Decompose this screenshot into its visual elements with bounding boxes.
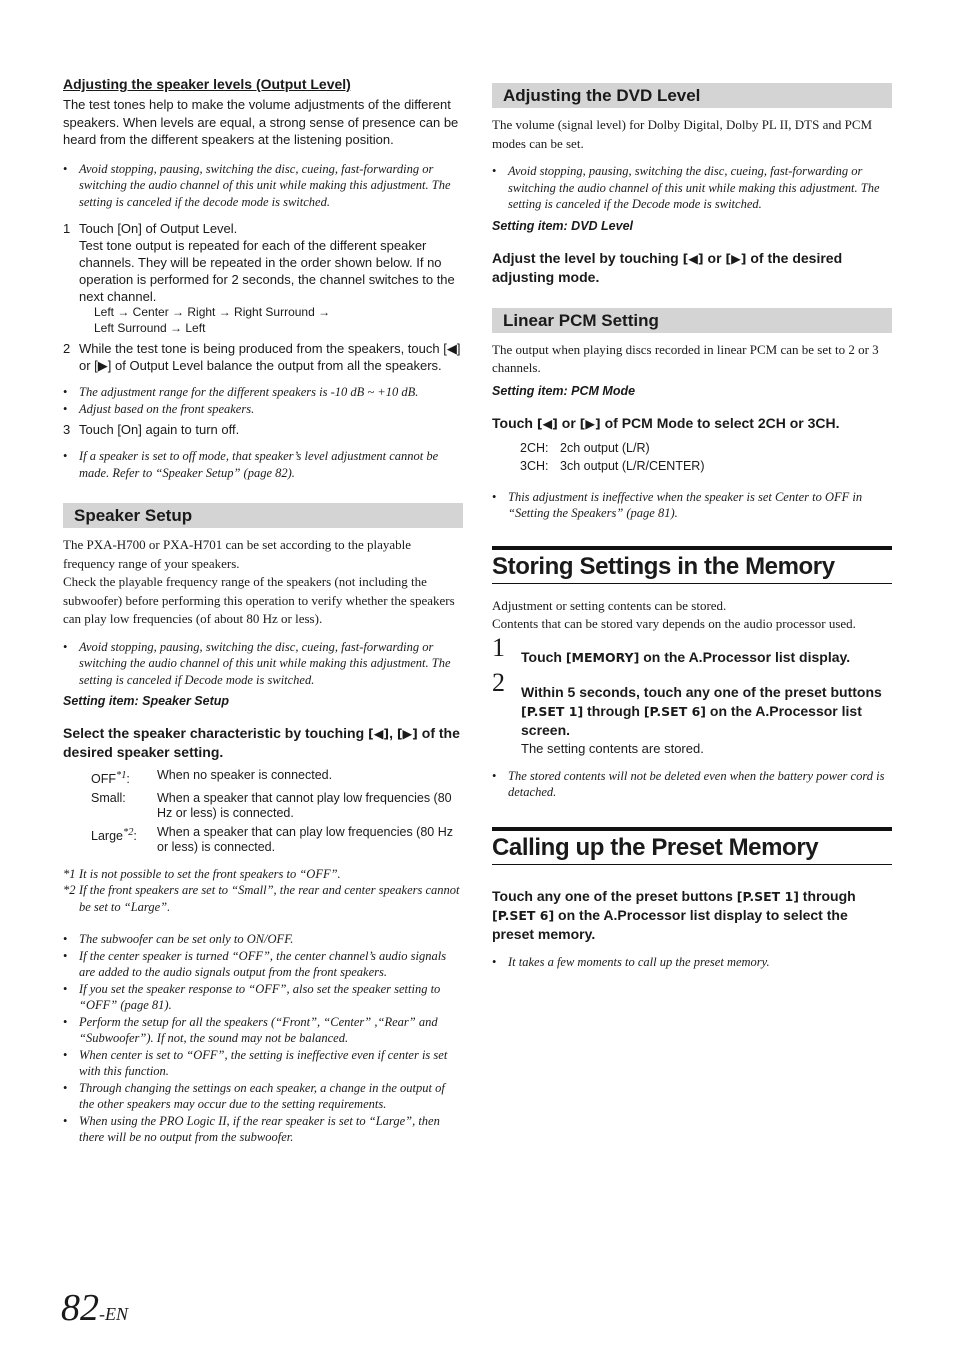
right-column (492, 83, 892, 980)
option-description: 2ch output (L/R) (560, 440, 650, 455)
note-item: • Avoid stopping, pausing, switching the disc, cueing, fast-forwarding or switching the audio channel of this unit while making this adjustment. The setting is canceled if the decode mode is switched. (63, 161, 463, 211)
output-level-step-3 (63, 421, 463, 438)
pset-6-key: [P.SET 6] (492, 907, 555, 923)
pset-1-key: [P.SET 1] (736, 888, 799, 904)
step-number: 2 (492, 668, 505, 697)
option-term: 3CH: (520, 458, 549, 473)
instruction-text: of the desired adjusting mode. (492, 249, 843, 285)
channel-sequence-1: Left → Center → Right → Right Surround → (94, 305, 331, 319)
footnote-mark: *1 (116, 770, 127, 781)
pset-6-key: [P.SET 6] (643, 703, 706, 719)
dvd-level-section (492, 83, 892, 287)
note-item: • This adjustment is ineffective when the speaker is set Center to OFF in “Setting the Speakers” (page 81). (492, 489, 892, 522)
option-row (91, 768, 463, 788)
calling-section (492, 827, 892, 971)
left-arrow-key: [◀] (682, 250, 704, 266)
pcm-options-list (492, 439, 892, 475)
step-number: 2 (63, 341, 71, 356)
on-key: [On] (117, 422, 142, 437)
speaker-setup-instruction (63, 724, 463, 762)
note-item: • Avoid stopping, pausing, switching the disc, cueing, fast-forwarding or switching the audio channel of this unit while making this adjustment. The setting is canceled if the Decode mode is switched. (492, 163, 892, 213)
linear-pcm-section (492, 308, 892, 522)
step-text: While the test tone is being produced from the speakers, touch (79, 341, 444, 356)
storing-heading: Storing Settings in the Memory (492, 546, 892, 584)
left-arrow-key: [◀] (443, 341, 461, 356)
instruction-text: of the desired speaker setting. (63, 725, 460, 760)
footnote-mark: *2 (63, 883, 76, 898)
storing-step-1 (492, 632, 892, 668)
option-description: When a speaker that cannot play low frequencies (80 Hz or less) is connected. (157, 790, 452, 821)
note-item: • When using the PRO Logic II, if the rear speaker is set to “Large”, then there will be no output from the subwoofer. (63, 1113, 463, 1146)
left-arrow-key: [◀] (536, 415, 558, 431)
step-text: of Output Level balance the output from all the speakers. (111, 358, 442, 373)
option-description: 3ch output (L/R/CENTER) (560, 458, 705, 473)
step-number: 3 (63, 422, 71, 437)
footnote (63, 866, 463, 883)
note-item: • Through changing the settings on each speaker, a change in the output of the other speakers may occur due to the setting requirements. (63, 1080, 463, 1113)
note-item: • The subwoofer can be set only to ON/OFF. (63, 931, 463, 948)
footnote-mark: *2 (122, 826, 134, 838)
instruction-text: or (703, 249, 726, 266)
instruction-text: on the A.Processor list display to select the preset memory. (492, 906, 848, 942)
instruction-text: of PCM Mode to select 2CH or 3CH. (600, 414, 840, 431)
option-colon: : (133, 828, 137, 843)
footnote-text: If the front speakers are set to “Small”, the rear and center speakers cannot be set to “Large”. (79, 883, 460, 914)
option-term: Small: (91, 790, 126, 805)
option-row (91, 825, 463, 856)
storing-para-2: Contents that can be stored vary depends on the audio processor used. (492, 616, 856, 631)
page-number-suffix: -EN (99, 1304, 128, 1324)
instruction-text: , (389, 725, 397, 741)
linear-pcm-intro: The output when playing discs recorded in linear PCM can be set to 2 or 3 channels. (492, 341, 879, 375)
step-text: on the A.Processor list display. (639, 648, 851, 665)
dvd-level-setting-item: Setting item: DVD Level (492, 218, 633, 233)
output-level-notes-1 (63, 161, 463, 211)
step-text: Touch (79, 422, 118, 437)
output-level-step-1 (63, 220, 463, 305)
footnote-mark: *1 (63, 866, 76, 881)
footnote-text: It is not possible to set the front speakers to “OFF”. (79, 866, 341, 881)
option-term (91, 768, 157, 788)
instruction-text: Touch any one of the preset buttons (492, 887, 737, 904)
linear-pcm-instruction (492, 414, 892, 433)
instruction-text: through (798, 887, 856, 904)
right-arrow-key: [▶] (94, 358, 112, 373)
option-term-text: OFF (91, 772, 116, 787)
step-text: through (583, 702, 644, 719)
step-text: again to turn off. (141, 422, 240, 437)
option-description: When no speaker is connected. (157, 768, 333, 782)
calling-instruction (492, 887, 892, 944)
on-key: [On] (117, 221, 142, 236)
output-level-step-2 (63, 340, 463, 374)
note-item: • Avoid stopping, pausing, switching the disc, cueing, fast-forwarding or switching the audio channel of this unit while making this adjustment. The setting is canceled if Decode mode is switched. (63, 639, 463, 689)
note-item: • The stored contents will not be deleted even when the battery power cord is detached. (492, 768, 892, 801)
option-description: When a speaker that can play low frequencies (80 Hz or less) is connected. (157, 824, 453, 855)
calling-heading: Calling up the Preset Memory (492, 827, 892, 865)
instruction-text: Select the speaker characteristic by touching (63, 725, 369, 741)
memory-key: [MEMORY] (565, 649, 640, 665)
page-number (61, 1286, 128, 1330)
step-text: Within 5 seconds, touch any one of the preset buttons (521, 684, 882, 700)
output-level-heading: Adjusting the speaker levels (Output Level) (63, 76, 351, 92)
note-item: • The adjustment range for the different speakers is -10 dB ~ +10 dB. (63, 384, 463, 401)
step-text: or (79, 358, 95, 373)
step-detail: Test tone output is repeated for each of the different speaker channels. They will be repeated in the order shown below. If no operation is performed for 2 seconds, the channel switches to the next channel. (79, 238, 455, 304)
option-row (520, 457, 892, 475)
storing-step-2 (492, 668, 892, 758)
linear-pcm-setting-item: Setting item: PCM Mode (492, 383, 636, 398)
note-item: • When center is set to “OFF”, the setting is ineffective even if center is set with this function. (63, 1047, 463, 1080)
storing-notes (492, 768, 892, 801)
calling-notes (492, 954, 892, 971)
option-term (91, 825, 157, 856)
option-colon: : (126, 772, 130, 787)
storing-para-1: Adjustment or setting contents can be stored. (492, 597, 727, 613)
left-arrow-key: [◀] (368, 726, 390, 741)
linear-pcm-heading: Linear PCM Setting (492, 308, 892, 333)
channel-sequence-2: Left Surround → Left (94, 320, 206, 335)
output-level-notes-2 (63, 384, 463, 417)
option-row (520, 439, 892, 457)
note-item: • Adjust based on the front speakers. (63, 401, 463, 418)
right-arrow-key: [▶] (396, 726, 418, 741)
dvd-level-intro: The volume (signal level) for Dolby Digital, Dolby PL II, DTS and PCM modes can be set. (492, 117, 873, 151)
speaker-setup-section (63, 503, 463, 1146)
step-text: Touch (79, 221, 118, 236)
option-term: 2CH: (520, 440, 549, 455)
step-text: of Output Level. (141, 221, 238, 236)
speaker-setup-notes-2 (63, 931, 463, 1146)
step-number: 1 (492, 632, 505, 662)
instruction-text: or (557, 414, 580, 431)
right-arrow-key: [▶] (725, 250, 747, 266)
note-item: • It takes a few moments to call up the preset memory. (492, 954, 892, 971)
dvd-level-notes (492, 163, 892, 213)
linear-pcm-notes (492, 489, 892, 522)
pset-1-key: [P.SET 1] (521, 703, 584, 719)
speaker-setup-para-1: The PXA-H700 or PXA-H701 can be set according to the playable frequency range of your speakers. (63, 537, 412, 571)
option-term-text: Large (91, 828, 123, 843)
note-item: • If the center speaker is turned “OFF”, the center channel’s audio signals are added to the audio signals output from the front speakers. (63, 948, 463, 981)
speaker-setup-notes-1 (63, 639, 463, 689)
step-detail: The setting contents are stored. (521, 740, 704, 756)
dvd-level-instruction (492, 249, 892, 287)
storing-section (492, 546, 892, 801)
speaker-setup-setting-item: Setting item: Speaker Setup (63, 694, 230, 708)
step-text: Touch (521, 648, 566, 665)
speaker-options-list (63, 768, 463, 856)
note-item: • If a speaker is set to off mode, that speaker’s level adjustment cannot be made. Refer to “Speaker Setup” (page 82). (63, 448, 463, 481)
footnote (63, 882, 463, 915)
left-column (63, 72, 463, 1156)
note-item: • If you set the speaker response to “OFF”, also set the speaker setting to “OFF” (page 81). (63, 981, 463, 1014)
page-number-value: 82 (61, 1287, 99, 1329)
dvd-level-heading: Adjusting the DVD Level (492, 83, 892, 108)
output-level-intro: The test tones help to make the volume adjustments of the different speakers. When levels are equal, a strong sense of presence can be heard from the different speakers at the listening position. (63, 97, 459, 147)
speaker-footnotes (63, 866, 463, 916)
output-level-section (63, 76, 463, 481)
note-item: • Perform the setup for all the speakers (“Front”, “Center” ,“Rear” and “Subwoofer”). If not, the sound may not be balanced. (63, 1014, 463, 1047)
option-row (91, 791, 463, 822)
speaker-setup-heading: Speaker Setup (63, 503, 463, 528)
step-number: 1 (63, 221, 71, 236)
right-arrow-key: [▶] (579, 415, 601, 431)
instruction-text: Touch (492, 414, 537, 431)
step-text: on the A.Processor list screen. (521, 702, 862, 738)
instruction-text: Adjust the level by touching (492, 249, 683, 266)
output-level-notes-3 (63, 448, 463, 481)
speaker-setup-para-2: Check the playable frequency range of the speakers (not including the subwoofer) before performing this operation to verify whether the speakers can play low frequencies (of about 80 Hz or less). (63, 574, 455, 626)
